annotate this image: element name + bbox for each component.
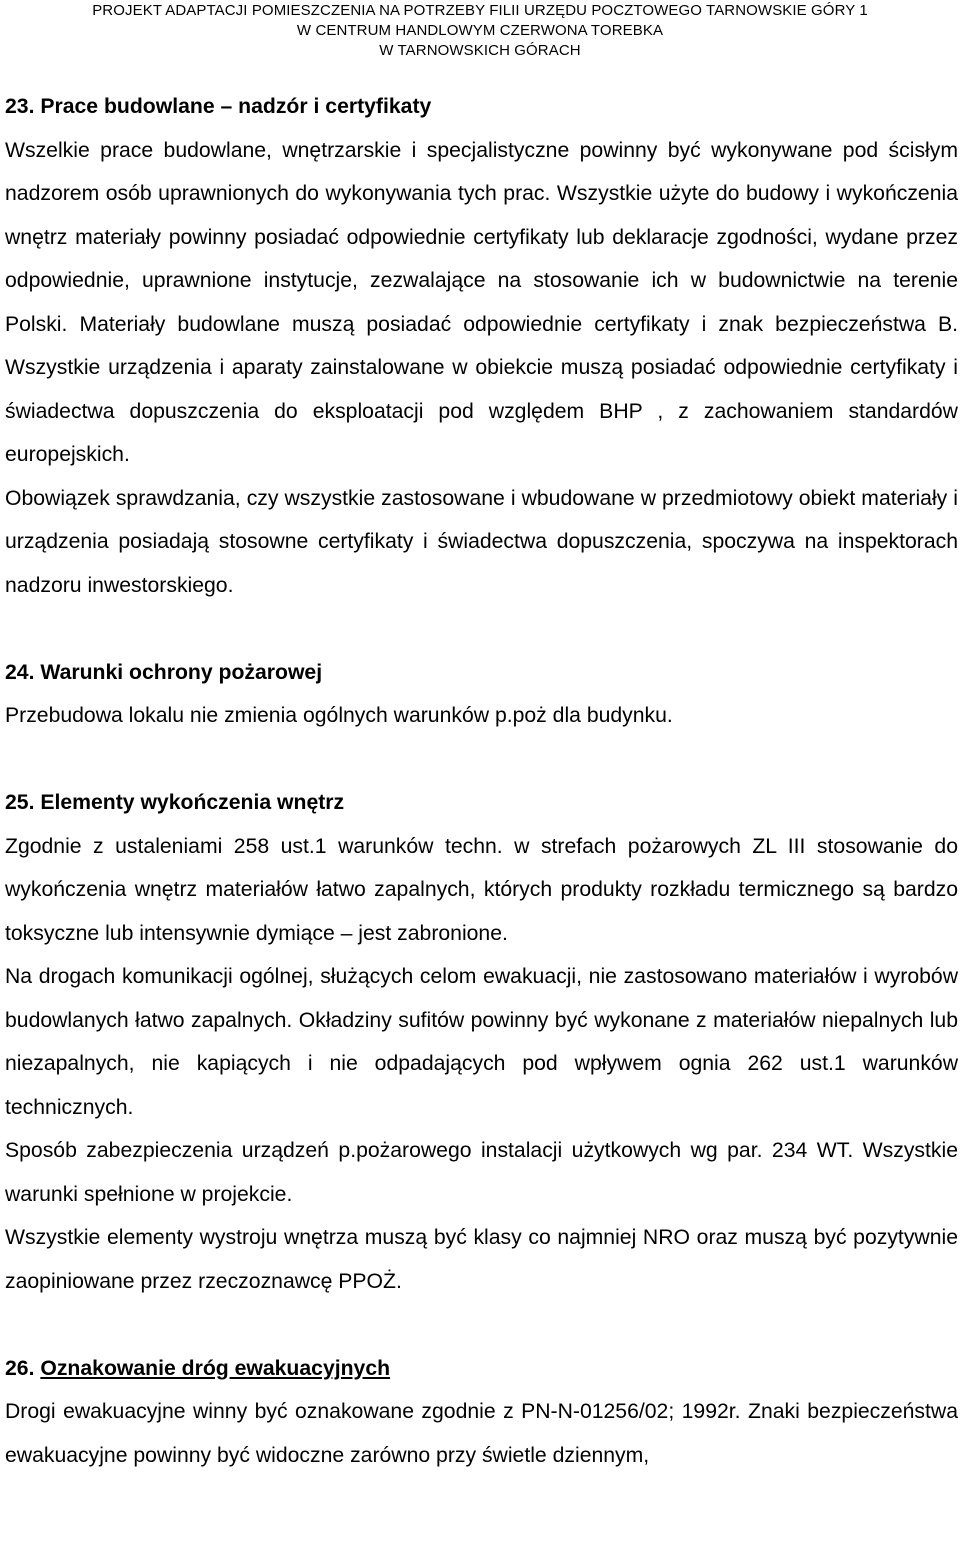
spacer	[5, 607, 958, 651]
paragraph: Wszystkie elementy wystroju wnętrza muszą być klasy co najmniej NRO oraz muszą być pozytywnie zaopiniowane przez rzeczoznawcę PPOŻ.	[5, 1226, 958, 1293]
paragraph: Zgodnie z ustaleniami 258 ust.1 warunków techn. w strefach pożarowych ZL III stosowanie do wykończenia wnętrz materiałów łatwo zapalnych, których produkty rozkładu termicznego są bardzo toksyczne lub intensywnie dymiące – jest zabronione.	[5, 834, 958, 945]
section-number: 24.	[5, 660, 35, 684]
section-number: 25.	[5, 791, 35, 814]
paragraph: Drogi ewakuacyjne winny być oznakowane zgodnie z PN-N-01256/02; 1992r. Znaki bezpieczeństwa ewakuacyjne powinny być widoczne zarówno przy świetle dziennym,	[5, 1400, 958, 1467]
section-heading	[5, 651, 958, 695]
section-number: 23.	[5, 95, 35, 118]
section-heading	[5, 781, 958, 825]
section-heading	[5, 1347, 958, 1391]
section-title: Oznakowanie dróg ewakuacyjnych	[40, 1356, 391, 1380]
paragraph: Na drogach komunikacji ogólnej, służących celom ewakuacji, nie zastosowano materiałów i wyrobów budowlanych łatwo zapalnych. Okładziny sufitów powinny być wykonane z materiałów niepalnych lub niezapalnych, nie kapiących i nie odpadających pod wpływem ognia 262 ust.1 warunków technicznych.	[5, 965, 958, 1119]
section-title: Prace budowlane – nadzór i certyfikaty	[40, 95, 432, 118]
section-title: Warunki ochrony pożarowej	[40, 660, 323, 684]
section-title: Elementy wykończenia wnętrz	[40, 791, 345, 814]
section-heading	[5, 85, 958, 129]
paragraph: Obowiązek sprawdzania, czy wszystkie zastosowane i wbudowane w przedmiotowy obiekt materiały i urządzenia posiadają stosowne certyfikaty i świadectwa dopuszczenia, spoczywa na inspektorach nadzoru inwestorskiego.	[5, 486, 958, 597]
document-body	[5, 85, 958, 1477]
paragraph: Wszelkie prace budowlane, wnętrzarskie i specjalistyczne powinny być wykonywane pod ścisłym nadzorem osób uprawnionych do wykonywania tych prac. Wszystkie użyte do budowy i wykończenia wnętrz materiały powinny posiadać odpowiednie certyfikaty lub deklaracje zgodności, wydane przez odpowiednie, uprawnione instytucje, zezwalające na stosowanie ich w budownictwie na terenie Polski. Materiały budowlane muszą posiadać odpowiednie certyfikaty i znak bezpieczeństwa B. Wszystkie urządzenia i aparaty zainstalowane w obiekcie muszą posiadać odpowiednie certyfikaty i świadectwa dopuszczenia do eksploatacji pod względem BHP , z zachowaniem standardów europejskich.	[5, 138, 958, 466]
paragraph: Sposób zabezpieczenia urządzeń p.pożarowego instalacji użytkowych wg par. 234 WT. Wszystkie warunki spełnione w projekcie.	[5, 1139, 958, 1206]
spacer	[5, 1303, 958, 1347]
paragraph: Przebudowa lokalu nie zmienia ogólnych warunków p.poż dla budynku.	[5, 704, 673, 727]
header-line-3: W TARNOWSKICH GÓRACH	[379, 42, 581, 59]
spacer	[5, 738, 958, 782]
header-line-1: PROJEKT ADAPTACJI POMIESZCZENIA NA POTRZEBY FILII URZĘDU POCZTOWEGO TARNOWSKIE GÓRY 1	[92, 2, 868, 19]
section-number: 26.	[5, 1356, 35, 1380]
page-header	[0, 0, 960, 61]
header-line-2: W CENTRUM HANDLOWYM CZERWONA TOREBKA	[296, 22, 664, 39]
